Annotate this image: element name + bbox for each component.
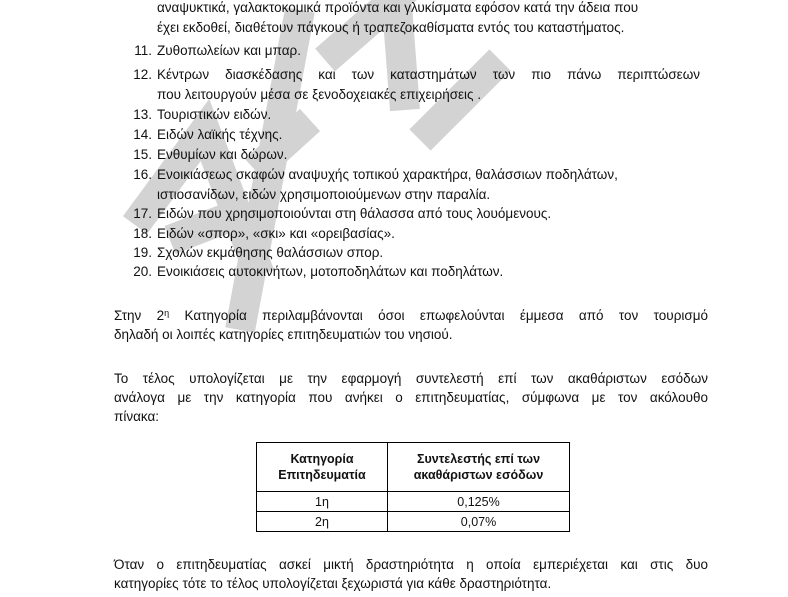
list-item-number: 20. [133,264,152,279]
list-item-text: Ενοικιάσεως σκαφών αναψυχής τοπικού χαρακτήρα, θαλάσσιων ποδηλάτων, [157,167,618,182]
table-cell-rate: 0,125% [388,492,570,512]
list-item-number: 14. [133,127,152,142]
list-item-text: Σχολών εκμάθησης θαλάσσιων σπορ. [157,245,384,260]
list-item-number: 12. [133,67,152,82]
list-item-number: 15. [133,147,152,162]
list-item-number: 17. [133,206,152,221]
rates-table [256,442,570,532]
list-item-text: Ενοικιάσεις αυτοκινήτων, μοτοποδηλάτων και ποδηλάτων. [157,264,504,279]
intro-line-1: αναψυκτικά, γαλακτοκομικά προϊόντα και γλυκίσματα εφόσον κατά την άδεια που [157,0,639,15]
list-item-text-cont: ιστιοσανίδων, ειδών χρησιμοποιούμενων στην παραλία. [157,187,491,202]
table-header-category [257,443,388,492]
category2-prefix: Στην 2 [114,308,165,323]
fee-paragraph-line-2: ανάλογα με την κατηγορία που ανήκει ο επιτηδευματίας, σύμφωνα με τον ακόλουθο [114,390,708,405]
mixed-paragraph-line-1: Όταν ο επιτηδευματίας ασκεί μικτή δραστηριότητα η οποία εμπεριέχεται και στις δυο [114,557,708,572]
category2-paragraph-line-1 [114,306,708,325]
list-item-number: 13. [133,107,152,122]
table-cell-category: 2η [257,512,388,532]
table-row [257,492,570,512]
table-header-rate [388,443,570,492]
list-item-text: Ειδών λαϊκής τέχνης. [157,127,283,142]
table-cell-category: 1η [257,492,388,512]
header-rate-line-1: Συντελεστής επί των [416,452,541,466]
list-item-text: Κέντρων διασκέδασης και των καταστημάτων των πιο πάνω περιπτώσεων [157,67,700,82]
list-item-number: 18. [133,226,152,241]
list-item-text: Ειδών που χρησιμοποιούνται στη θάλασσα από τους λουόμενους. [157,206,552,221]
fee-paragraph-line-3: πίνακα: [114,409,160,424]
category2-superscript: η [164,308,170,318]
intro-line-2: έχει εκδοθεί, διαθέτουν πάγκους ή τραπεζοκαθίσματα εντός του καταστήματος. [157,20,625,35]
list-item-text: Τουριστικών ειδών. [157,107,272,122]
list-item-text: Ενθυμίων και δώρων. [157,147,288,162]
list-item-number: 19. [133,245,152,260]
list-item-text: Ειδών «σπορ», «σκι» και «ορειβασίας». [157,226,395,241]
category2-rest: Κατηγορία περιλαμβάνονται όσοι επωφελούνται έμμεσα από τον τουρισμό [169,308,708,323]
header-category-line-1: Κατηγορία [290,452,354,466]
table-row [257,512,570,532]
list-item-text-cont: που λειτουργούν μέσα σε ξενοδοχειακές επιχειρήσεις . [157,87,482,102]
list-item-number: 16. [133,167,152,182]
table-cell-rate: 0,07% [388,512,570,532]
table-header-row [257,443,570,492]
category2-paragraph-line-2: δηλαδή οι λοιπές κατηγορίες επιτηδευματιών του νησιού. [114,327,453,342]
header-rate-line-2: ακαθάριστων εσόδων [413,468,544,482]
fee-paragraph-line-1: Το τέλος υπολογίζεται με την εφαρμογή συντελεστή επί των ακαθάριστων εσόδων [114,371,708,386]
list-item-number: 11. [134,43,152,58]
mixed-paragraph-line-2: κατηγορίες τότε το τέλος υπολογίζεται ξεχωριστά για κάθε δραστηριότητα. [114,576,552,591]
header-category-line-2: Επιτηδευματία [278,468,366,482]
list-item-text: Ζυθοπωλείων και μπαρ. [157,43,301,58]
